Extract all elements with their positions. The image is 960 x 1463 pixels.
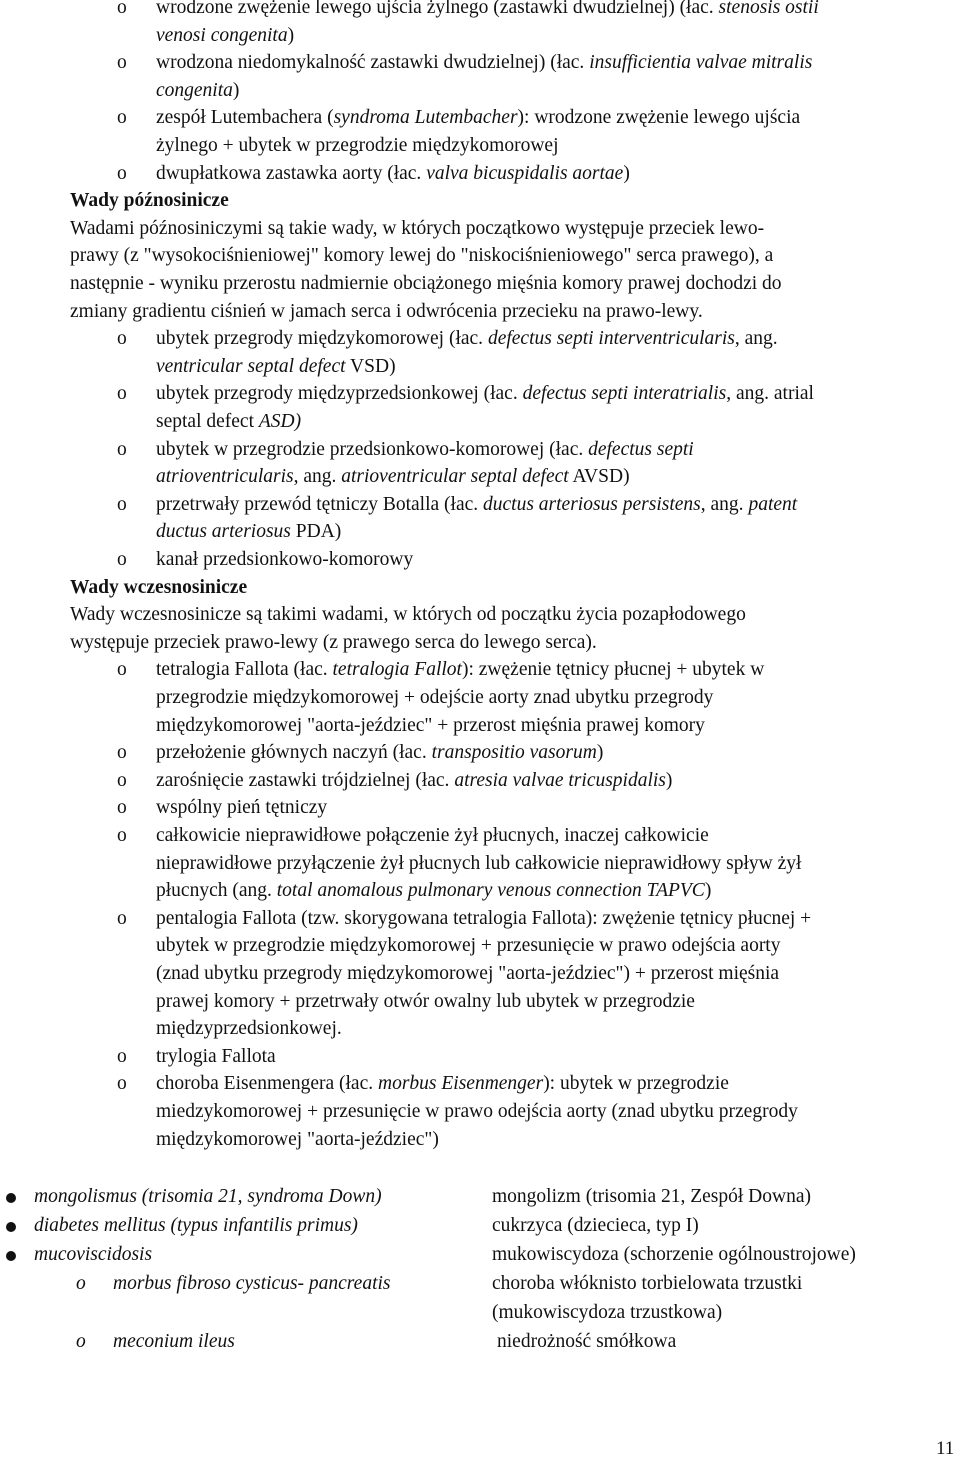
early-cyanotic-paragraph-line: Wady wczesnosinicze są takimi wadami, w których od początku życia pozapłodowego: [70, 604, 746, 626]
late-cyanotic-list-item-line: ductus arteriosus PDA): [156, 521, 342, 543]
glossary-polish-term: mukowiscydoza (schorzenie ogólnoustrojowe): [492, 1244, 856, 1265]
early-cyanotic-list-item-line: nieprawidłowe przyłączenie żył płucnych lub całkowicie nieprawidłowy spływ żył: [156, 852, 802, 874]
congenital-list-item-line: congenita): [156, 79, 240, 101]
early-cyanotic-bullet-marker: o: [117, 769, 127, 791]
early-cyanotic-list-item-line: miedzykomorowej + przesunięcie w prawo odejścia aorty (znad ubytku przegrody: [156, 1101, 798, 1122]
early-cyanotic-bullet-marker: o: [117, 659, 127, 681]
congenital-list-item-line: zespół Lutembachera (syndroma Lutembacher): wrodzone zwężenie lewego ujścia: [156, 107, 801, 129]
early-cyanotic-list-item-line: przełożenie głównych naczyń (łac. transpositio vasorum): [156, 742, 604, 764]
congenital-list-item-line: wrodzona niedomykalność zastawki dwudzielnej) (łac. insufficientia valvae mitralis: [156, 52, 813, 74]
glossary-latin-term: diabetes mellitus (typus infantilis primus): [34, 1215, 358, 1236]
glossary-sub-bullet-marker: o: [76, 1331, 86, 1352]
late-cyanotic-list-item-line: ubytek w przegrodzie przedsionkowo-komorowej (łac. defectus septi: [156, 438, 694, 460]
early-cyanotic-bullet-marker: o: [117, 1045, 127, 1067]
late-cyanotic-paragraph-line: zmiany gradientu ciśnień w jamach serca i odwrócenia przecieku na prawo-lewy.: [70, 300, 703, 322]
early-cyanotic-bullet-marker: o: [117, 742, 127, 764]
congenital-bullet-marker: o: [117, 107, 127, 129]
late-cyanotic-bullet-marker: o: [117, 328, 127, 350]
early-cyanotic-list-item-line: pentalogia Fallota (tzw. skorygowana tetralogia Fallota): zwężenie tętnicy płucnej +: [156, 907, 812, 929]
late-cyanotic-list-item-line: atrioventricularis, ang. atrioventricular septal defect AVSD): [156, 466, 630, 488]
congenital-list-item-line: wrodzone zwężenie lewego ujścia żylnego (zastawki dwudzielnej) (łac. stenosis ostii: [156, 0, 819, 18]
late-cyanotic-list-item-line: ventricular septal defect VSD): [156, 355, 396, 377]
early-cyanotic-list-item-line: międzykomorowej "aorta-jeździec" + przerost mięśnia prawej komory: [156, 714, 705, 736]
early-cyanotic-bullet-marker: o: [117, 797, 127, 819]
bullet-disc: [6, 1251, 16, 1261]
late-cyanotic-list-item-line: ubytek przegrody międzykomorowej (łac. defectus septi interventricularis, ang.: [156, 328, 778, 350]
glossary-polish-term: niedrożność smółkowa: [497, 1331, 677, 1352]
early-cyanotic-list-item-line: całkowicie nieprawidłowe połączenie żył płucnych, inaczej całkowicie: [156, 825, 709, 846]
page-number: 11: [936, 1438, 955, 1459]
late-cyanotic-paragraph-line: następnie - wyniku przerostu nadmiernie obciążonego mięśnia komory prawej dochodzi do: [70, 273, 782, 294]
late-cyanotic-bullet-marker: o: [117, 493, 127, 515]
glossary-latin-term: meconium ileus: [113, 1331, 235, 1352]
early-cyanotic-paragraph-line: występuje przeciek prawo-lewy (z prawego serca do lewego serca).: [70, 631, 597, 653]
heading-late-cyanotic: Wady późnosinicze: [70, 190, 229, 212]
early-cyanotic-bullet-marker: o: [117, 825, 127, 846]
early-cyanotic-list-item-line: prawej komory + przetrwały otwór owalny lub ubytek w przegrodzie: [156, 990, 695, 1012]
congenital-list-item-line: venosi congenita): [156, 24, 295, 46]
congenital-bullet-marker: o: [117, 162, 127, 184]
early-cyanotic-list-item-line: tetralogia Fallota (łac. tetralogia Fallot): zwężenie tętnicy płucnej + ubytek w: [156, 659, 765, 681]
late-cyanotic-bullet-marker: o: [117, 549, 127, 570]
early-cyanotic-list-item-line: choroba Eisenmengera (łac. morbus Eisenmenger): ubytek w przegrodzie: [156, 1073, 729, 1095]
early-cyanotic-bullet-marker: o: [117, 1073, 127, 1095]
glossary-latin-term: mucoviscidosis: [34, 1244, 153, 1265]
glossary-sub-bullet-marker: o: [76, 1273, 86, 1294]
early-cyanotic-list-item-line: zarośnięcie zastawki trójdzielnej (łac. atresia valvae tricuspidalis): [156, 769, 673, 791]
early-cyanotic-list-item-line: (znad ubytku przegrody międzykomorowej "aorta-jeździec") + przerost mięśnia: [156, 963, 780, 984]
early-cyanotic-list-item-line: płucnych (ang. total anomalous pulmonary venous connection TAPVC): [156, 880, 712, 902]
congenital-bullet-marker: o: [117, 0, 127, 18]
late-cyanotic-list-item-line: kanał przedsionkowo-komorowy: [156, 549, 414, 570]
heading-early-cyanotic: Wady wczesnosinicze: [70, 576, 248, 598]
late-cyanotic-list-item-line: septal defect ASD): [156, 411, 302, 432]
late-cyanotic-bullet-marker: o: [117, 383, 127, 405]
early-cyanotic-list-item-line: międzykomorowej "aorta-jeździec"): [156, 1128, 439, 1150]
glossary-polish-term: (mukowiscydoza trzustkowa): [492, 1302, 723, 1323]
early-cyanotic-list-item-line: ubytek w przegrodzie międzykomorowej + przesunięcie w prawo odejścia aorty: [156, 935, 781, 957]
congenital-list-item-line: żylnego + ubytek w przegrodzie międzykomorowej: [156, 135, 559, 156]
late-cyanotic-paragraph-line: Wadami późnosiniczymi są takie wady, w których początkowo występuje przeciek lewo-: [70, 217, 765, 239]
congenital-list-item-line: dwupłatkowa zastawka aorty (łac. valva bicuspidalis aortae): [156, 162, 630, 184]
early-cyanotic-bullet-marker: o: [117, 907, 127, 929]
late-cyanotic-paragraph-line: prawy (z "wysokociśnieniowej" komory lewej do "niskociśnieniowego" serca prawego), a: [70, 245, 774, 267]
glossary-latin-term: morbus fibroso cysticus- pancreatis: [113, 1273, 391, 1294]
late-cyanotic-list-item-line: przetrwały przewód tętniczy Botalla (łac. ductus arteriosus persistens, ang. patent: [156, 493, 798, 515]
bullet-disc: [6, 1193, 16, 1203]
glossary-polish-term: choroba włóknisto torbielowata trzustki: [492, 1273, 803, 1294]
early-cyanotic-list-item-line: przegrodzie międzykomorowej + odejście aorty znad ubytku przegrody: [156, 687, 714, 708]
early-cyanotic-list-item-line: wspólny pień tętniczy: [156, 797, 328, 819]
early-cyanotic-list-item-line: międzyprzedsionkowej.: [156, 1018, 342, 1040]
glossary-latin-term: mongolismus (trisomia 21, syndroma Down): [34, 1186, 382, 1207]
glossary-polish-term: mongolizm (trisomia 21, Zespół Downa): [492, 1186, 811, 1207]
late-cyanotic-list-item-line: ubytek przegrody międzyprzedsionkowej (łac. defectus septi interatrialis, ang. atrial: [156, 383, 814, 405]
late-cyanotic-bullet-marker: o: [117, 438, 127, 460]
early-cyanotic-list-item-line: trylogia Fallota: [156, 1045, 276, 1067]
congenital-bullet-marker: o: [117, 52, 127, 74]
glossary-polish-term: cukrzyca (dziecieca, typ I): [492, 1215, 699, 1236]
bullet-disc: [6, 1222, 16, 1232]
